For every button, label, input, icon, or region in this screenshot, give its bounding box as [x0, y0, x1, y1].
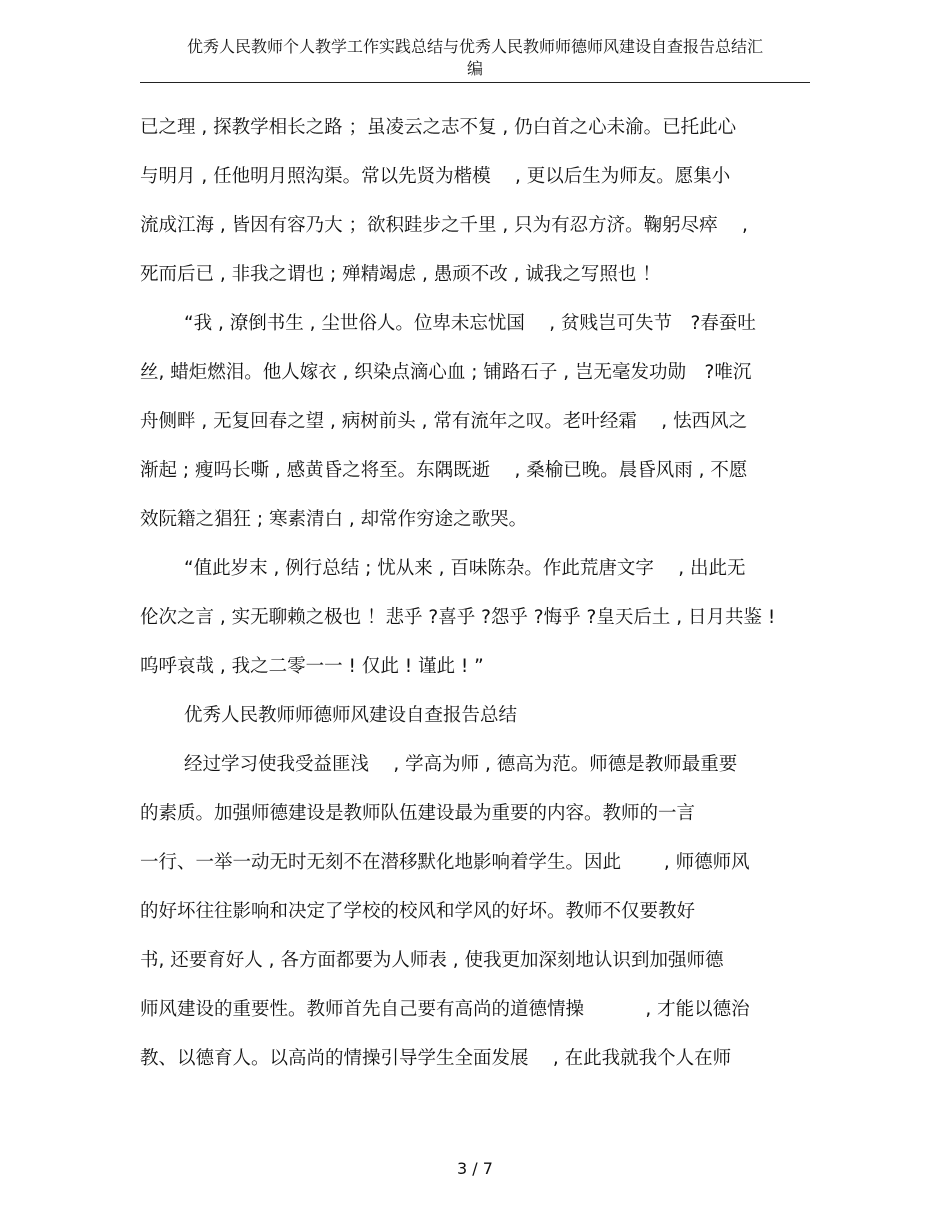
- header-divider: [140, 82, 810, 83]
- text-line: 流成江海 , 皆因有容乃大 ；欲积跬步之千里 , 只为有忍方济。鞠躬尽瘁 ,: [140, 215, 748, 236]
- text-line: 与明月 , 任他明月照沟渠。常以先贤为楷模 , 更以后生为师友。愿集小: [140, 166, 731, 187]
- text-line: 效阮籍之猖狂 ; 寒素清白 , 却常作穷途之歌哭。: [140, 509, 528, 530]
- text-line: 优秀人民教师师德师风建设自查报告总结: [184, 705, 518, 726]
- text-line: 经过学习使我受益匪浅 , 学高为师 , 德高为范。师德是教师最重要: [184, 754, 738, 775]
- text-line: 一行、一举一动无时无刻不在潜移默化地影响着学生。因此 , 师德师风: [140, 852, 750, 873]
- text-line: 丝, 蜡炬燃泪。他人嫁衣 , 织染点滴心血 ; 铺路石子 , 岂无毫发功勋 ?唯沉: [140, 362, 752, 383]
- text-line: 死而后已 , 非我之谓也 ; 殚精竭虑 , 愚顽不改 , 诚我之写照也 ！: [140, 264, 661, 285]
- text-line: “我 , 潦倒书生 , 尘世俗人。位卑未忘忧国 , 贫贱岂可失节 ?春蚕吐: [184, 313, 756, 334]
- text-line: “值此岁末 , 例行总结 ; 忧从来 , 百味陈杂。作此荒唐文字 , 出此无: [184, 558, 746, 579]
- text-line: 渐起 ; 瘦吗长嘶 , 感黄昏之将至。东隅既逝 , 桑榆已晚。晨昏风雨 , 不愿: [140, 460, 748, 481]
- text-line: 呜呼哀哉 , 我之二零一一 ! 仅此 ! 谨此 ! ”: [140, 656, 484, 677]
- running-header: [140, 36, 810, 80]
- page-number: 3 / 7: [457, 1159, 493, 1178]
- header-title-line-2: 编: [466, 59, 483, 78]
- text-line: 教、以德育人。以高尚的情操引导学生全面发展 , 在此我就我个人在师: [140, 1048, 732, 1069]
- document-body: [140, 106, 830, 1086]
- header-title-line-1: 优秀人民教师个人教学工作实践总结与优秀人民教师师德师风建设自查报告总结汇: [186, 37, 763, 56]
- text-line: 已之理 , 探教学相长之路 ；虽凌云之志不复 , 仍白首之心未渝。已托此心: [140, 117, 737, 138]
- text-line: 的素质。加强师德建设是教师队伍建设最为重要的内容。教师的一言: [140, 803, 696, 824]
- text-line: 舟侧畔 , 无复回春之望 , 病树前头 , 常有流年之叹。老叶经霜 , 怯西风之: [140, 411, 748, 432]
- text-line: 书, 还要育好人 , 各方面都要为人师表 , 使我更加深刻地认识到加强师德: [140, 950, 724, 971]
- text-line: 师风建设的重要性。教师首先自己要有高尚的道德情操 , 才能以德治: [140, 999, 750, 1020]
- text-line: 的好坏往往影响和决定了学校的校风和学风的好坏。教师不仅要教好: [140, 901, 696, 922]
- text-line: 伦次之言 , 实无聊赖之极也 ！悲乎 ?喜乎 ?怨乎 ?悔乎 ?皇天后土 , 日月共鉴 !: [140, 607, 776, 628]
